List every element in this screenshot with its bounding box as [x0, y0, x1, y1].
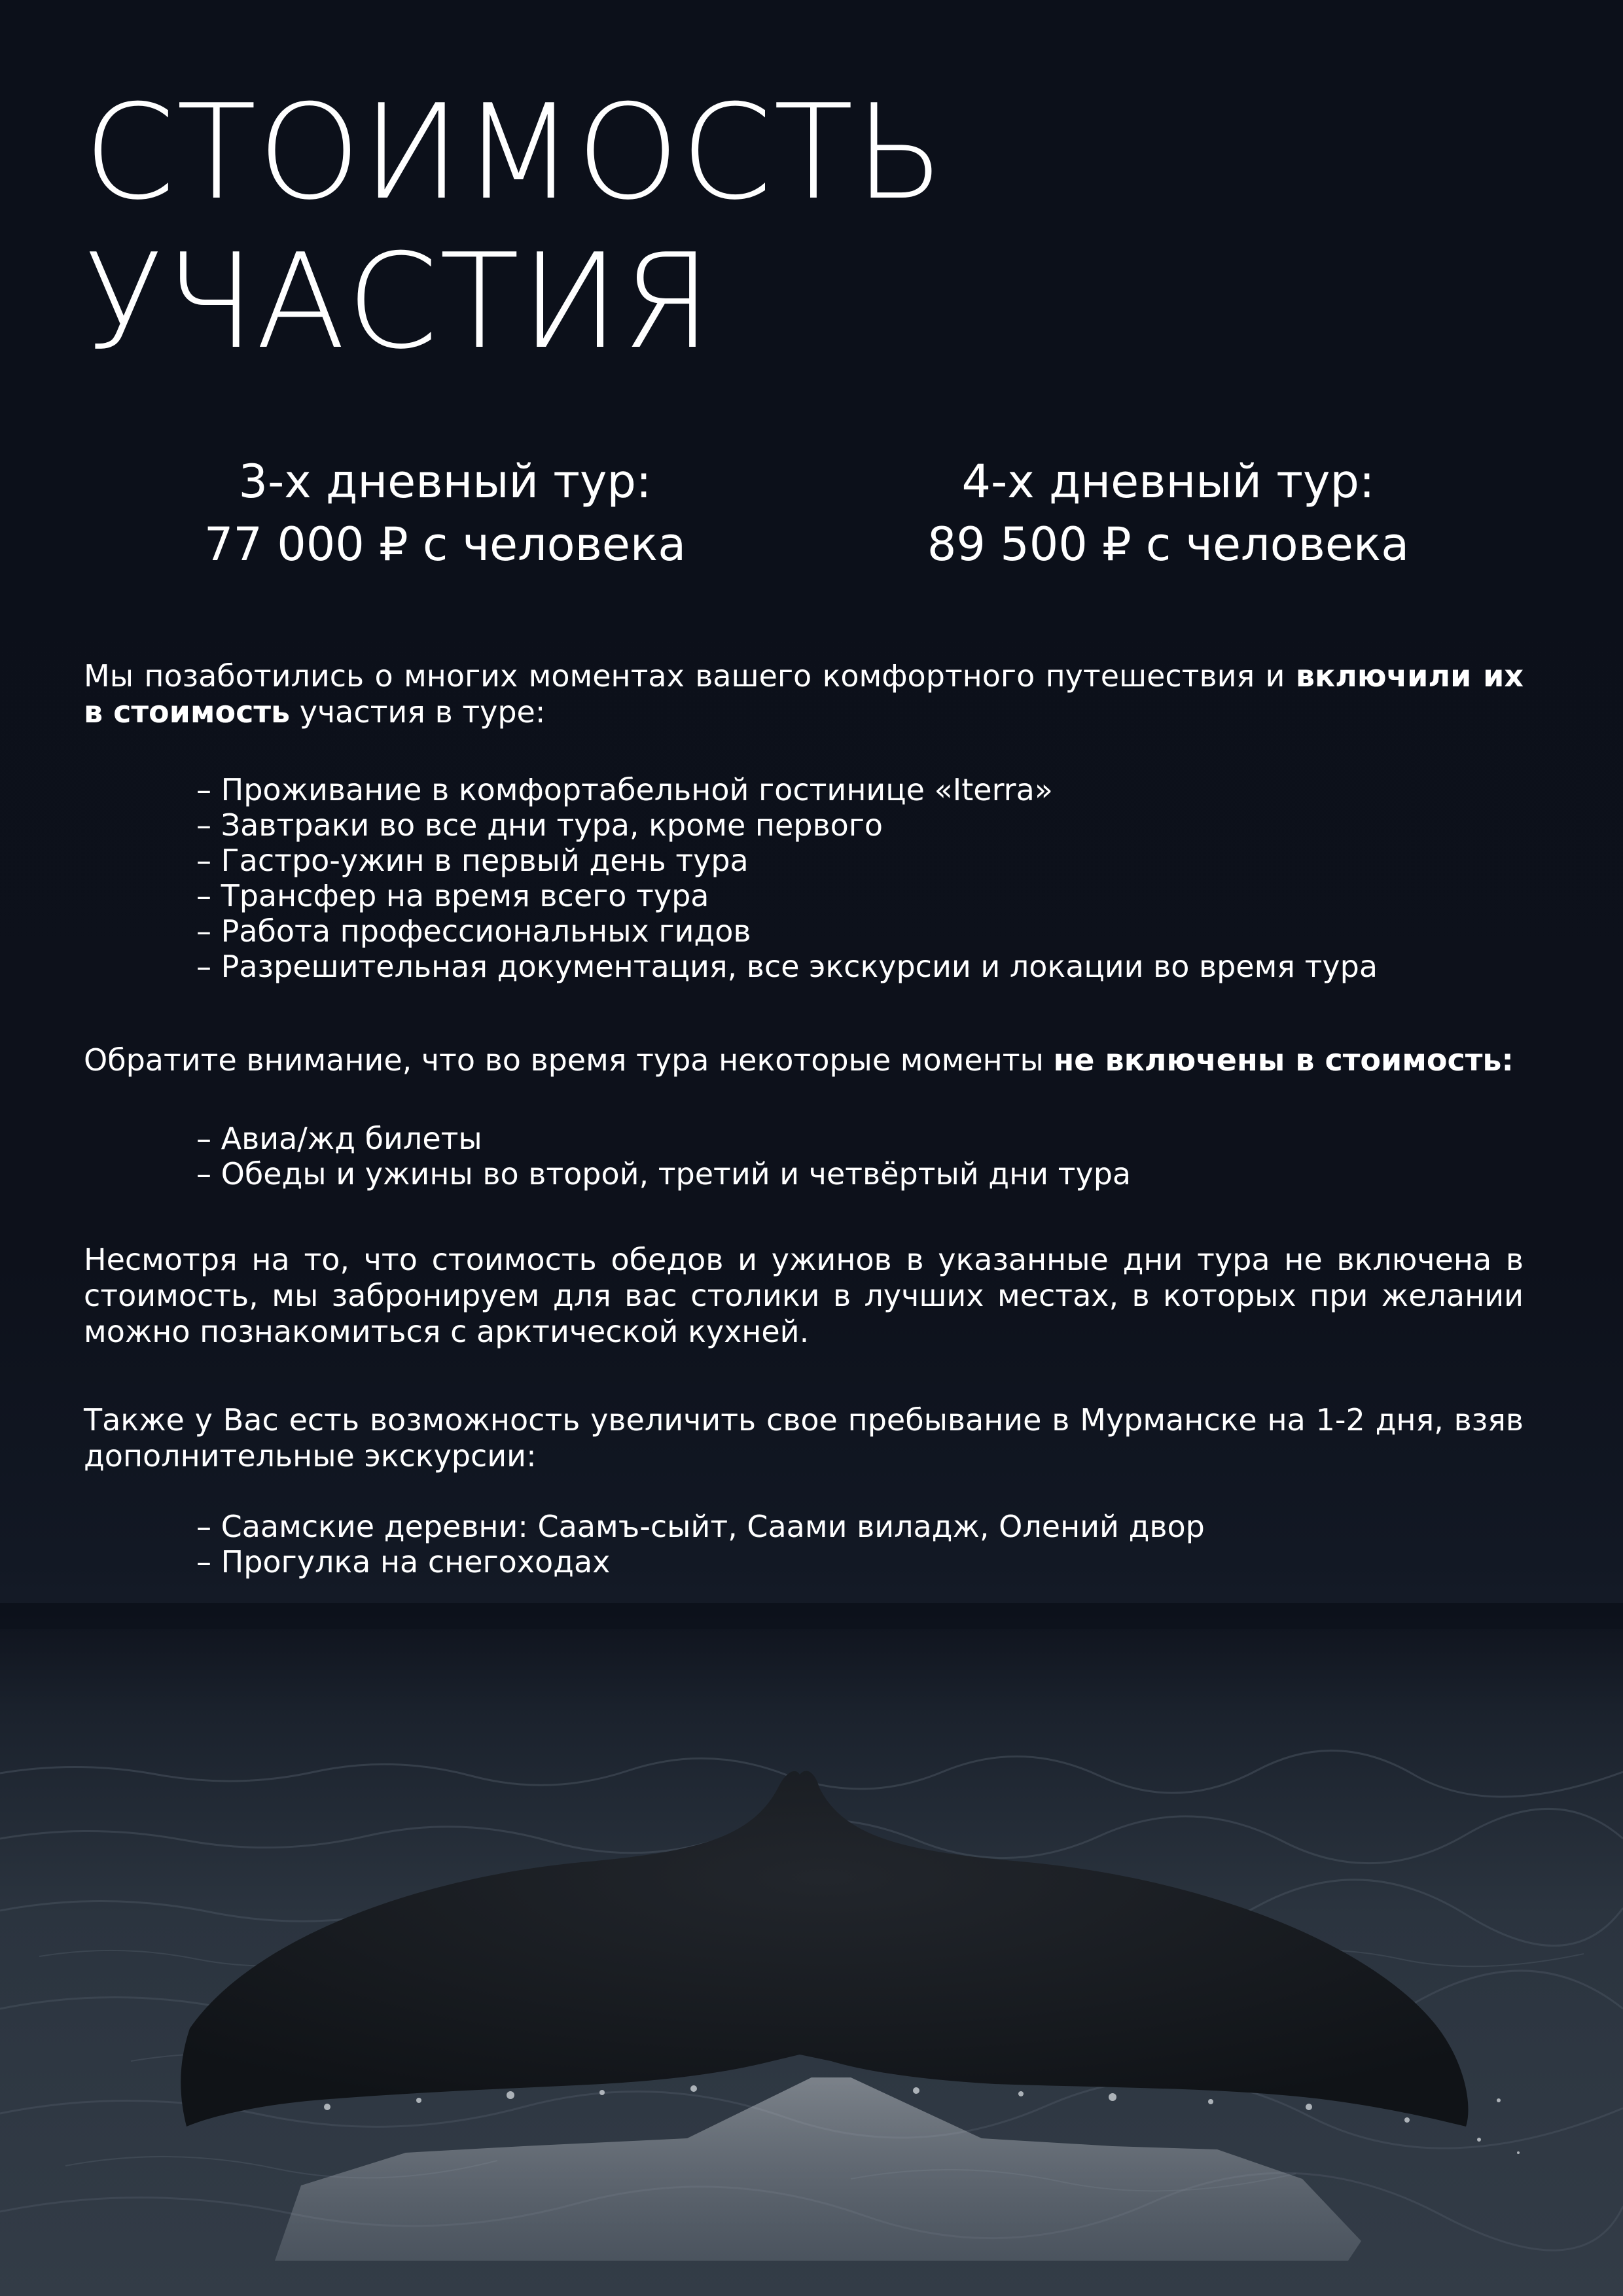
title-line-1: СТОИМОСТЬ	[84, 77, 946, 229]
included-intro-text: Мы позаботились о многих моментах вашего комфортного путешествия и	[84, 658, 1296, 694]
list-item: – Разрешительная документация, все экскурсии и локации во время тура	[196, 949, 1378, 984]
list-item: – Трансфер на время всего тура	[196, 878, 709, 913]
list-item: – Авиа/жд билеты	[196, 1121, 482, 1156]
list-item: – Гастро-ужин в первый день тура	[196, 843, 749, 878]
included-list	[196, 772, 1505, 984]
included-intro-tail: участия в туре:	[290, 694, 546, 730]
price-4-day-amount: 89 500 ₽ с человека	[927, 518, 1410, 571]
excluded-list	[196, 1121, 1505, 1192]
price-3-day-tour	[151, 450, 740, 576]
price-4-day-tour	[874, 450, 1463, 576]
price-3-day-amount: 77 000 ₽ с человека	[204, 518, 687, 571]
extras-list	[196, 1509, 1505, 1580]
price-4-day-label: 4-х дневный тур:	[961, 455, 1375, 508]
list-item: – Завтраки во все дни тура, кроме первого	[196, 807, 883, 843]
list-item: – Проживание в комфортабельной гостинице «Iterra»	[196, 772, 1053, 807]
excluded-intro	[84, 1042, 1524, 1078]
list-item: – Прогулка на снегоходах	[196, 1544, 611, 1580]
whale-tail-photo	[0, 1603, 1623, 2296]
included-intro-bold: включили их в стоимость	[84, 658, 1524, 730]
excluded-intro-text: Обратите внимание, что во время тура некоторые моменты	[84, 1042, 1054, 1078]
extras-intro: Также у Вас есть возможность увеличить свое пребывание в Мурманске на 1-2 дня, взяв дополнительные экскурсии:	[84, 1402, 1524, 1474]
title-line-2: УЧАСТИЯ	[84, 226, 713, 378]
dining-note: Несмотря на то, что стоимость обедов и ужинов в указанные дни тура не включена в стоимость, мы забронируем для вас столики в лучших местах, в которых при желании можно познакомиться с арктической кухней.	[84, 1242, 1524, 1349]
excluded-intro-bold: не включены в стоимость:	[1053, 1042, 1514, 1078]
price-3-day-label: 3-х дневный тур:	[238, 455, 652, 508]
list-item: – Работа профессиональных гидов	[196, 913, 751, 949]
included-intro	[84, 658, 1524, 730]
list-item: – Обеды и ужины во второй, третий и четвёртый дни тура	[196, 1156, 1132, 1192]
list-item: – Саамские деревни: Саамъ-сыйт, Саами виладж, Олений двор	[196, 1509, 1205, 1544]
page-title	[84, 79, 946, 377]
